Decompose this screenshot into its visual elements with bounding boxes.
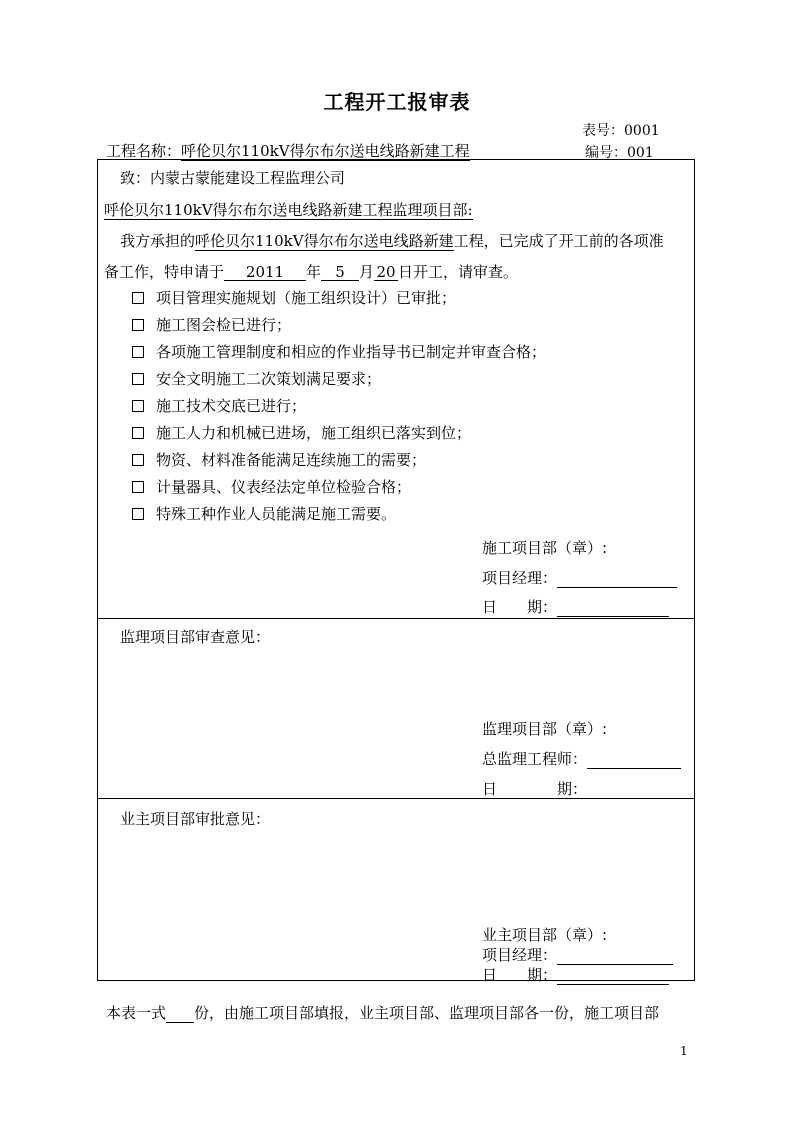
application-paragraph <box>120 230 664 251</box>
checklist-label: 物资、材料准备能满足连续施工的需要； <box>156 451 427 469</box>
checklist-item[interactable] <box>132 368 381 389</box>
owner-manager-field[interactable] <box>557 949 673 965</box>
page-number: 1 <box>680 1044 688 1058</box>
owner-date-label: 日 期： <box>482 966 558 984</box>
start-date-prefix: 备工作，特申请于 <box>104 263 225 281</box>
page-title: 工程开工报审表 <box>323 90 471 114</box>
checklist-item[interactable] <box>132 422 471 443</box>
start-day: 20 <box>374 264 398 281</box>
checklist-label: 施工图会检已进行； <box>156 316 292 334</box>
supervision-opinion-label: 监理项目部审查意见： <box>120 628 271 646</box>
footer-note <box>106 1002 659 1023</box>
construction-date-field[interactable] <box>557 601 669 617</box>
owner-manager-label: 项目经理： <box>482 946 558 964</box>
checkbox-icon[interactable] <box>132 319 144 331</box>
checkbox-icon[interactable] <box>132 481 144 493</box>
checkbox-icon[interactable] <box>132 427 144 439</box>
divider-1 <box>98 618 694 619</box>
form-number-value: 0001 <box>624 123 660 139</box>
addressee: 致：内蒙古蒙能建设工程监理公司 <box>120 169 346 187</box>
start-day-label: 日开工，请审查。 <box>398 263 519 281</box>
construction-dept-seal: 施工项目部（章）: <box>482 539 608 557</box>
project-name-value: 呼伦贝尔110kV得尔布尔送电线路新建工程 <box>181 142 470 160</box>
construction-date-sign <box>482 596 669 617</box>
paragraph-project: 呼伦贝尔110kV得尔布尔送电线路新建 <box>195 232 454 250</box>
checkbox-icon[interactable] <box>132 373 144 385</box>
start-month: 5 <box>321 264 359 281</box>
checkbox-icon[interactable] <box>132 292 144 304</box>
checklist-label: 特殊工种作业人员能满足施工需要。 <box>156 505 397 523</box>
chief-engineer-sign <box>482 748 681 769</box>
start-year-label: 年 <box>306 263 322 281</box>
project-name <box>106 140 470 161</box>
start-date-line <box>104 261 518 282</box>
checkbox-icon[interactable] <box>132 454 144 466</box>
form-number-label: 表号： <box>582 123 624 139</box>
checklist-label: 计量器具、仪表经法定单位检验合格； <box>156 478 412 496</box>
owner-dept-seal: 业主项目部（章）: <box>482 926 608 944</box>
checklist-item[interactable] <box>132 449 426 470</box>
checklist-label: 安全文明施工二次策划满足要求； <box>156 370 382 388</box>
form-number <box>582 120 660 140</box>
checkbox-icon[interactable] <box>132 508 144 520</box>
supervision-date-label: 日 期： <box>482 780 588 798</box>
construction-manager-sign <box>482 567 677 588</box>
paragraph-suffix: 工程，已完成了开工前的各项准 <box>453 232 664 250</box>
start-month-label: 月 <box>359 263 375 281</box>
serial-number-value: 001 <box>627 145 654 161</box>
footer-note-suffix: 份，由施工项目部填报，业主项目部、监理项目部各一份，施工项目部 <box>194 1004 660 1022</box>
supervision-date-sign <box>482 778 681 799</box>
form-table <box>97 159 695 984</box>
chief-engineer-field[interactable] <box>587 753 681 769</box>
footer-note-prefix: 本表一式 <box>106 1004 167 1022</box>
construction-date-label: 日 期： <box>482 598 558 616</box>
construction-manager-field[interactable] <box>557 572 677 588</box>
checklist-item[interactable] <box>132 314 291 335</box>
checklist-label: 施工技术交底已进行； <box>156 397 307 415</box>
owner-date-sign <box>482 964 669 985</box>
checklist-label: 各项施工管理制度和相应的作业指导书已制定并审查合格； <box>156 343 547 361</box>
checklist-item[interactable] <box>132 476 411 497</box>
checklist-label: 项目管理实施规划（施工组织设计）已审批； <box>156 289 457 307</box>
owner-date-field[interactable] <box>557 969 669 985</box>
checklist-item[interactable] <box>132 503 396 524</box>
copies-field[interactable] <box>166 1007 194 1023</box>
project-name-label: 工程名称： <box>106 142 182 160</box>
paragraph-prefix: 我方承担的 <box>120 232 196 250</box>
checkbox-icon[interactable] <box>132 346 144 358</box>
owner-manager-sign <box>482 944 673 965</box>
serial-number-label: 编号： <box>585 145 627 161</box>
checklist-item[interactable] <box>132 341 546 362</box>
chief-engineer-label: 总监理工程师： <box>482 750 588 768</box>
owner-opinion-label: 业主项目部审批意见： <box>120 810 271 828</box>
checklist-item[interactable] <box>132 287 456 308</box>
supervision-date-field[interactable] <box>587 783 681 799</box>
department-text: 呼伦贝尔110kV得尔布尔送电线路新建工程监理项目部: <box>104 201 473 219</box>
start-year: 2011 <box>224 264 306 281</box>
supervision-dept-seal: 监理项目部（章）: <box>482 720 608 738</box>
checkbox-icon[interactable] <box>132 400 144 412</box>
checklist-label: 施工人力和机械已进场，施工组织已落实到位； <box>156 424 472 442</box>
construction-manager-label: 项目经理： <box>482 569 558 587</box>
checklist-item[interactable] <box>132 395 306 416</box>
department-line <box>104 199 473 220</box>
